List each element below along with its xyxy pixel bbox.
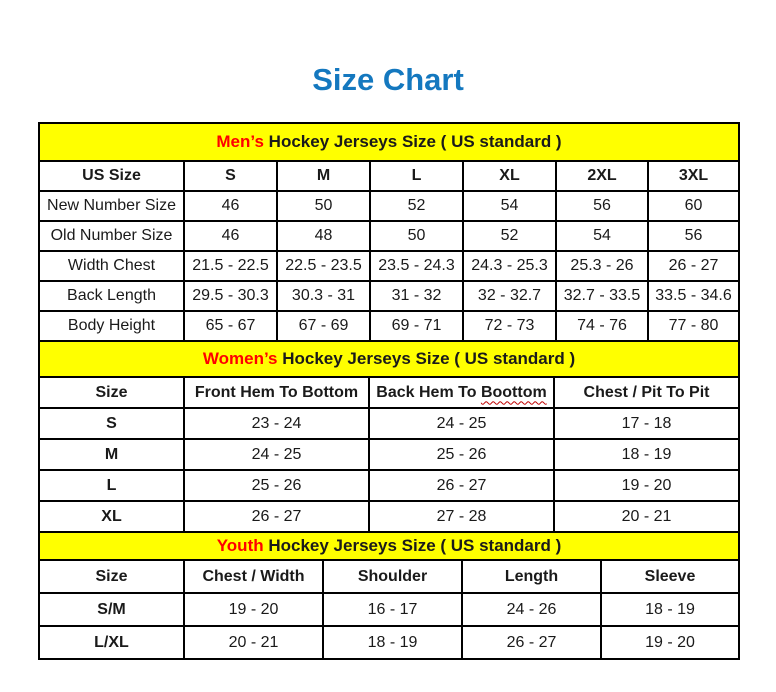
table-row (39, 501, 739, 532)
size-value: 26 - 27 (184, 501, 369, 532)
table-row (39, 191, 739, 221)
table-row (39, 281, 739, 311)
size-value: 31 - 32 (370, 281, 463, 311)
size-value: 72 - 73 (463, 311, 556, 341)
row-label: New Number Size (39, 191, 184, 221)
table-row (39, 221, 739, 251)
column-header: Front Hem To Bottom (184, 377, 369, 408)
table-row (39, 251, 739, 281)
womens-header-row (39, 377, 739, 408)
womens-highlight: Women’s (202, 349, 278, 368)
column-header: L (370, 161, 463, 191)
size-value: 25.3 - 26 (556, 251, 648, 281)
size-value: 32 - 32.7 (463, 281, 556, 311)
table-row (39, 593, 739, 626)
size-value: 25 - 26 (184, 470, 369, 501)
column-header: S (184, 161, 277, 191)
size-value: 56 (648, 221, 739, 251)
size-value: 60 (648, 191, 739, 221)
size-value: 29.5 - 30.3 (184, 281, 277, 311)
size-value: 19 - 20 (554, 470, 739, 501)
row-label: Back Length (39, 281, 184, 311)
size-value: 52 (370, 191, 463, 221)
mens-title-rest: Hockey Jerseys Size ( US standard ) (268, 132, 562, 151)
size-value: 52 (463, 221, 556, 251)
row-label: S (39, 408, 184, 439)
table-row (39, 408, 739, 439)
size-value: 20 - 21 (554, 501, 739, 532)
size-value: 54 (463, 191, 556, 221)
mens-highlight: Men’s (216, 132, 264, 151)
size-value: 21.5 - 22.5 (184, 251, 277, 281)
size-value: 25 - 26 (369, 439, 554, 470)
size-value: 65 - 67 (184, 311, 277, 341)
womens-section-header (39, 341, 739, 377)
size-value: 32.7 - 33.5 (556, 281, 648, 311)
column-header: Length (462, 560, 601, 593)
youth-section-title (39, 532, 739, 560)
column-header: Chest / Width (184, 560, 323, 593)
size-value: 26 - 27 (369, 470, 554, 501)
table-row (39, 470, 739, 501)
size-value: 69 - 71 (370, 311, 463, 341)
table-row (39, 626, 739, 659)
size-value: 56 (556, 191, 648, 221)
mens-header-row (39, 161, 739, 191)
mens-section-header (39, 123, 739, 161)
row-label: M (39, 439, 184, 470)
row-label: L/XL (39, 626, 184, 659)
size-value: 67 - 69 (277, 311, 370, 341)
youth-section-header (39, 532, 739, 560)
size-value: 54 (556, 221, 648, 251)
row-label: L (39, 470, 184, 501)
column-header: Sleeve (601, 560, 739, 593)
size-value: 26 - 27 (462, 626, 601, 659)
page-title: Size Chart (312, 62, 464, 97)
youth-title-rest: Hockey Jerseys Size ( US standard ) (268, 536, 562, 555)
column-header: Chest / Pit To Pit (554, 377, 739, 408)
size-value: 26 - 27 (648, 251, 739, 281)
row-label: S/M (39, 593, 184, 626)
size-chart (38, 122, 738, 660)
misspelled-word: Boottom (480, 383, 547, 401)
mens-section-title (39, 123, 739, 161)
size-value: 19 - 20 (601, 626, 739, 659)
size-value: 16 - 17 (323, 593, 462, 626)
column-header: M (277, 161, 370, 191)
row-label: XL (39, 501, 184, 532)
size-value: 74 - 76 (556, 311, 648, 341)
column-header: 2XL (556, 161, 648, 191)
size-value: 33.5 - 34.6 (648, 281, 739, 311)
size-value: 27 - 28 (369, 501, 554, 532)
table-row (39, 439, 739, 470)
size-value: 19 - 20 (184, 593, 323, 626)
size-value: 24 - 25 (184, 439, 369, 470)
size-value: 18 - 19 (601, 593, 739, 626)
row-label: Old Number Size (39, 221, 184, 251)
size-value: 18 - 19 (554, 439, 739, 470)
youth-highlight: Youth (216, 536, 264, 555)
row-label: Width Chest (39, 251, 184, 281)
size-value: 17 - 18 (554, 408, 739, 439)
column-header: XL (463, 161, 556, 191)
size-value: 23 - 24 (184, 408, 369, 439)
womens-size-table (38, 340, 740, 533)
size-value: 48 (277, 221, 370, 251)
table-row (39, 311, 739, 341)
size-value: 23.5 - 24.3 (370, 251, 463, 281)
size-value: 46 (184, 191, 277, 221)
column-header (369, 377, 554, 408)
size-value: 24 - 25 (369, 408, 554, 439)
column-header: Shoulder (323, 560, 462, 593)
mens-size-table (38, 122, 740, 342)
column-header: 3XL (648, 161, 739, 191)
size-value: 50 (277, 191, 370, 221)
back-hem-label: Back Hem To (376, 383, 477, 401)
size-value: 22.5 - 23.5 (277, 251, 370, 281)
youth-header-row (39, 560, 739, 593)
column-header: US Size (39, 161, 184, 191)
size-value: 20 - 21 (184, 626, 323, 659)
size-value: 77 - 80 (648, 311, 739, 341)
size-value: 30.3 - 31 (277, 281, 370, 311)
column-header: Size (39, 560, 184, 593)
size-value: 50 (370, 221, 463, 251)
column-header: Size (39, 377, 184, 408)
size-value: 46 (184, 221, 277, 251)
youth-size-table (38, 531, 740, 660)
size-value: 18 - 19 (323, 626, 462, 659)
womens-title-rest: Hockey Jerseys Size ( US standard ) (282, 349, 576, 368)
size-value: 24 - 26 (462, 593, 601, 626)
womens-section-title (39, 341, 739, 377)
size-value: 24.3 - 25.3 (463, 251, 556, 281)
row-label: Body Height (39, 311, 184, 341)
